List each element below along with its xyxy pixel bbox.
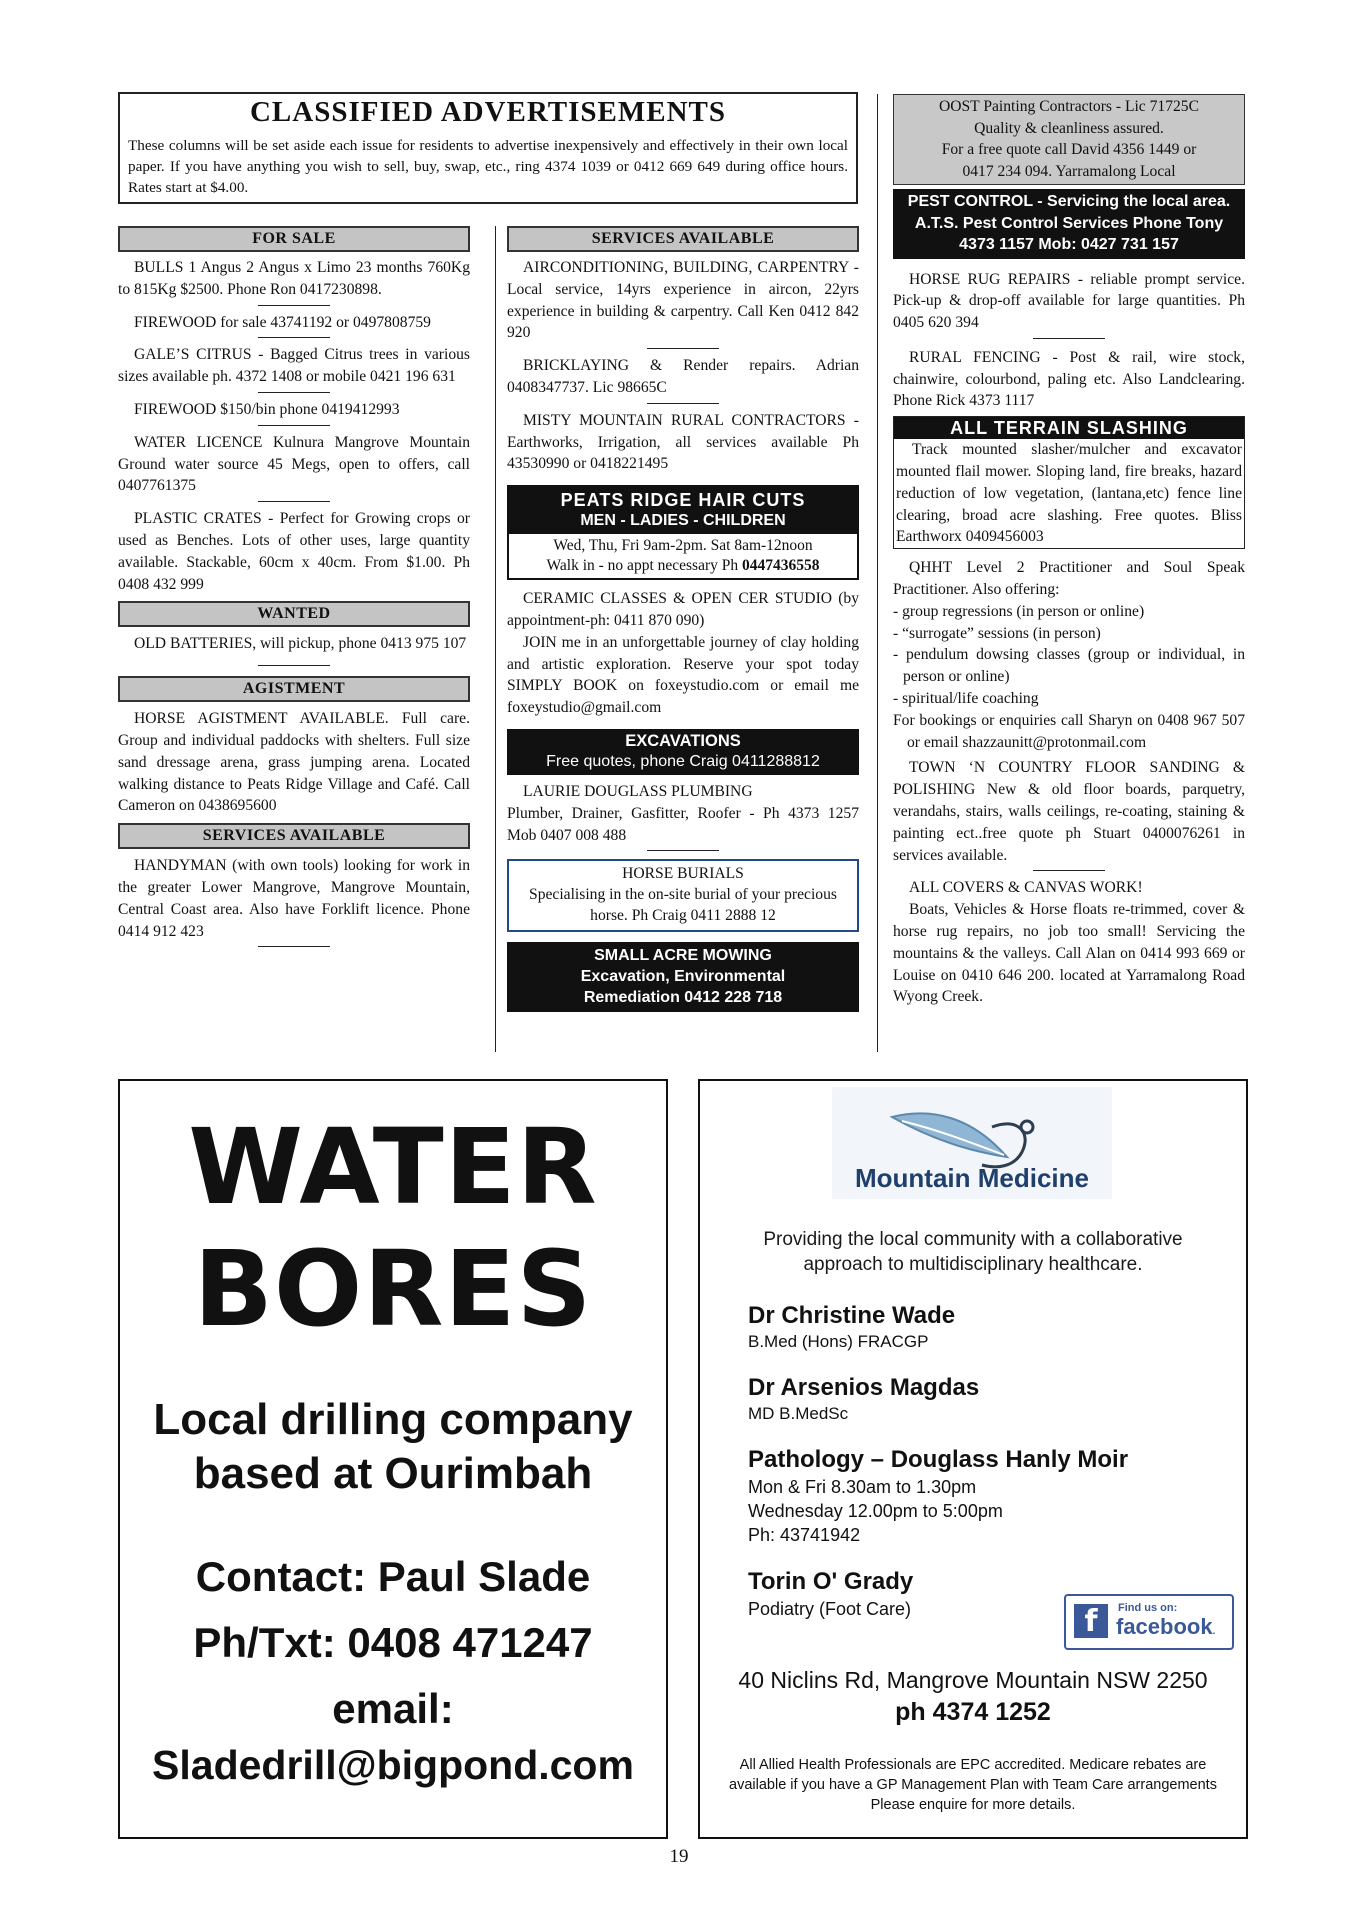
pathology-hours-1: Mon & Fri 8.30am to 1.30pm bbox=[748, 1477, 977, 1497]
divider bbox=[647, 850, 719, 851]
qhht-item: - pendulum dowsing classes (group or individual, in person or online) bbox=[893, 646, 1245, 686]
podiatrist-name: Torin O' Grady bbox=[748, 1568, 914, 1595]
water-title-1: WATER bbox=[188, 1106, 598, 1228]
medicine-footer: All Allied Health Professionals are EPC accredited. Medicare rebates are available if you have a GP Management Plan with Team Care arrangements Please enquire for more details. bbox=[729, 1757, 1217, 1813]
facebook-find: Find us on: bbox=[1118, 1602, 1178, 1614]
hair-ad bbox=[507, 485, 859, 580]
mowing-ad bbox=[507, 942, 859, 1012]
hair-title: PEATS RIDGE HAIR CUTS bbox=[560, 490, 806, 511]
divider bbox=[647, 403, 719, 404]
burials-title: HORSE BURIALS bbox=[622, 865, 744, 883]
medicine-logo bbox=[832, 1087, 1112, 1199]
medicine-brand: Mountain Medicine bbox=[855, 1163, 1089, 1193]
ad-covers: Boats, Vehicles & Horse floats re-trimmed, cover & horse rug repairs, no job too small! Servicing the mountains & the valleys. Call Alan on 0414 993 669 or Louise on 0410 646 200. located at Yarramalong Road Wyong Creek. bbox=[893, 901, 1245, 1006]
divider bbox=[258, 425, 330, 426]
agistment-heading: AGISTMENT bbox=[118, 676, 470, 702]
facebook-badge[interactable] bbox=[1064, 1594, 1234, 1650]
ad-firewood-bin: FIREWOOD $150/bin phone 0419412993 bbox=[134, 400, 400, 418]
pest-control-ad: PEST CONTROL - Servicing the local area. A.T.S. Pest Control Services Phone Tony 4373 1157 Mob: 0427 731 157 bbox=[893, 189, 1245, 259]
facebook-icon: f bbox=[1074, 1604, 1108, 1638]
services-heading: SERVICES AVAILABLE bbox=[118, 823, 470, 849]
ad-batteries: OLD BATTERIES, will pickup, phone 0413 975 107 bbox=[134, 635, 467, 653]
ad-water-licence: WATER LICENCE Kulnura Mangrove Mountain Ground water source 45 Megs, open to offers, call 0407761375 bbox=[118, 433, 470, 495]
doctor-2-quals: MD B.MedSc bbox=[748, 1404, 849, 1423]
page-title: CLASSIFIED ADVERTISEMENTS bbox=[249, 96, 727, 128]
oost-line-4: 0417 234 094. Yarramalong Local bbox=[962, 162, 1176, 180]
water-line-1: Local drilling company bbox=[153, 1395, 633, 1444]
hair-walkin bbox=[509, 556, 857, 578]
water-contact: Contact: Paul Slade bbox=[195, 1553, 591, 1600]
ad-misty: MISTY MOUNTAIN RURAL CONTRACTORS - Earthworks, Irrigation, all services available Ph 43530990 or 0418221495 bbox=[507, 411, 859, 473]
slashing-title: ALL TERRAIN SLASHING bbox=[894, 417, 1244, 439]
excavations-ad bbox=[507, 729, 859, 775]
ad-bricklaying: BRICKLAYING & Render repairs. Adrian 0408347737. Lic 98665C bbox=[507, 357, 859, 396]
divider bbox=[258, 337, 330, 338]
divider bbox=[647, 348, 719, 349]
pathology-hours-2: Wednesday 12.00pm to 5:00pm bbox=[748, 1501, 1003, 1521]
water-phone: Ph/Txt: 0408 471247 bbox=[193, 1619, 593, 1666]
ad-ceramic: CERAMIC CLASSES & OPEN CER STUDIO (by appointment-ph: 0411 870 090) bbox=[507, 590, 859, 629]
divider bbox=[258, 946, 330, 947]
oost-line-3: For a free quote call David 4356 1449 or bbox=[941, 141, 1197, 158]
ad-handyman: HANDYMAN (with own tools) looking for work in the greater Lower Mangrove, Mangrove Mountain, Central Coast area. Also have Forklift licence. Phone 0414 912 423 bbox=[118, 857, 470, 940]
water-line-2: based at Ourimbah bbox=[193, 1449, 593, 1498]
medicine-tagline: Providing the local community with a collaborative approach to multidisciplinary healthcare. bbox=[763, 1229, 1183, 1275]
oost-line-1: OOST Painting Contractors - Lic 71725C bbox=[938, 98, 1200, 115]
column-2 bbox=[507, 226, 859, 1012]
facebook-wordmark bbox=[1116, 1614, 1215, 1640]
water-bores-ad bbox=[118, 1079, 668, 1839]
oost-ad bbox=[893, 94, 1245, 185]
for-sale-heading: FOR SALE bbox=[118, 226, 470, 252]
mowing-line-1: SMALL ACRE MOWING bbox=[594, 947, 772, 965]
classifieds-header bbox=[118, 92, 858, 204]
facebook-name: facebook bbox=[1116, 1614, 1213, 1639]
ad-floor-sanding: TOWN ‘N COUNTRY FLOOR SANDING & POLISHING New & old floor boards, parquetry, verandahs, stairs, walls ceilings, re-coating, staining & painting ect..free quote ph Stuart 0400076261 in services available. bbox=[893, 759, 1245, 864]
qhht-item: - group regressions (in person or online) bbox=[893, 602, 1145, 620]
ad-citrus: GALE’S CITRUS - Bagged Citrus trees in various sizes available ph. 4372 1408 or mobile 0421 196 631 bbox=[118, 346, 470, 386]
ad-horse-rug: HORSE RUG REPAIRS - reliable prompt service. Pick-up & drop-off available for large quantities. Ph 0405 620 394 bbox=[893, 270, 1245, 332]
medicine-phone: ph 4374 1252 bbox=[895, 1698, 1051, 1726]
medicine-address: 40 Niclins Rd, Mangrove Mountain NSW 2250 bbox=[738, 1667, 1208, 1693]
horse-burials-ad bbox=[507, 859, 859, 932]
doctor-1-name: Dr Christine Wade bbox=[748, 1302, 956, 1329]
divider bbox=[258, 392, 330, 393]
oost-line-2: Quality & cleanliness assured. bbox=[974, 119, 1164, 137]
ad-plastic-crates: PLASTIC CRATES - Perfect for Growing crops or used as Benches. Lots of other uses, large quantity available. Stackable, 60cm x 40cm. From $1.00. Ph 0408 432 999 bbox=[118, 510, 470, 593]
ad-ceramic-desc: JOIN me in an unforgettable journey of clay holding and artistic exploration. Reserve your spot today SIMPLY BOOK on foxeystudio.com or email me foxeystudio@gmail.com bbox=[507, 633, 859, 717]
hair-subtitle: MEN - LADIES - CHILDREN bbox=[580, 512, 786, 530]
water-email: Sladedrill@bigpond.com bbox=[152, 1742, 634, 1788]
header-intro: These columns will be set aside each issue for residents to advertise inexpensively and effectively in their own local paper. If you have anything you wish to sell, buy, swap, etc., ring 4374 1039 or 0412 669 649 during office hours. Rates start at $4.00. bbox=[128, 137, 848, 196]
divider bbox=[258, 665, 330, 666]
podiatrist-desc: Podiatry (Foot Care) bbox=[748, 1599, 912, 1619]
ad-aircon: AIRCONDITIONING, BUILDING, CARPENTRY - Local service, 14yrs experience in aircon, 22yrs experience in building & carpentry. Call Ken 0412 842 920 bbox=[507, 259, 859, 342]
pathology-phone: Ph: 43741942 bbox=[748, 1525, 861, 1545]
page-number: 19 bbox=[669, 1846, 689, 1867]
mowing-line-2: Excavation, Environmental bbox=[580, 968, 786, 986]
excavations-title: EXCAVATIONS bbox=[625, 731, 741, 750]
water-email-label: email: bbox=[332, 1685, 454, 1732]
column-1 bbox=[118, 226, 470, 953]
slashing-text: Track mounted slasher/mulcher and excavator mounted flail mower. Sloping land, fire breaks, hazard reduction of low vegetation, (lantana,etc) fence line clearing, broad acre slashing. Free quotes. Bliss Earthworx 0409456003 bbox=[896, 441, 1242, 546]
plumbing-title: LAURIE DOUGLASS PLUMBING bbox=[523, 782, 753, 800]
doctor-2-name: Dr Arsenios Magdas bbox=[748, 1374, 980, 1401]
water-title-2: BORES bbox=[193, 1228, 593, 1350]
pathology-name: Pathology – Douglass Hanly Moir bbox=[748, 1446, 1129, 1473]
divider bbox=[1033, 338, 1105, 339]
medicine-doctors bbox=[748, 1301, 1226, 1621]
hair-phone: 0447436558 bbox=[741, 557, 820, 575]
services-heading-2: SERVICES AVAILABLE bbox=[507, 226, 859, 252]
ad-qhht: QHHT Level 2 Practitioner and Soul Speak Practitioner. Also offering: bbox=[893, 559, 1245, 599]
facebook-reg: . bbox=[1212, 1626, 1216, 1637]
divider bbox=[258, 501, 330, 502]
ad-bulls: BULLS 1 Angus 2 Angus x Limo 23 months 760Kg to 815Kg $2500. Phone Ron 0417230898. bbox=[118, 259, 470, 298]
column-divider bbox=[877, 94, 878, 1052]
doctor-1-quals: B.Med (Hons) FRACGP bbox=[748, 1332, 929, 1351]
burials-text: Specialising in the on-site burial of your precious horse. Ph Craig 0411 2888 12 bbox=[529, 886, 837, 925]
hair-walkin-text: Walk in - no appt necessary Ph bbox=[546, 557, 739, 575]
column-divider bbox=[495, 226, 496, 1052]
ad-fencing: RURAL FENCING - Post & rail, wire stock, chainwire, colourbond, paling etc. Also Landclearing. Phone Rick 4373 1117 bbox=[893, 348, 1245, 410]
covers-title: ALL COVERS & CANVAS WORK! bbox=[909, 879, 1143, 897]
ad-plumbing: Plumber, Drainer, Gasfitter, Roofer - Ph 4373 1257 Mob 0407 008 488 bbox=[507, 804, 859, 844]
mountain-medicine-ad bbox=[698, 1079, 1248, 1839]
ad-firewood: FIREWOOD for sale 43741192 or 0497808759 bbox=[134, 313, 431, 331]
divider bbox=[1033, 870, 1105, 871]
slashing-ad bbox=[893, 416, 1245, 549]
ad-agistment: HORSE AGISTMENT AVAILABLE. Full care. Group and individual paddocks with shelters. Full size sand dressage arena, grass jumping arena. Located walking distance to Peats Ridge Village and Café. Call Cameron on 0438695600 bbox=[118, 710, 470, 815]
qhht-item: - “surrogate” sessions (in person) bbox=[893, 624, 1101, 642]
excavations-text: Free quotes, phone Craig 0411288812 bbox=[546, 752, 820, 770]
wanted-heading: WANTED bbox=[118, 601, 470, 627]
mowing-line-3: Remediation 0412 228 718 bbox=[583, 989, 783, 1007]
hair-hours: Wed, Thu, Fri 9am-2pm. Sat 8am-12noon bbox=[553, 537, 813, 555]
divider bbox=[258, 305, 330, 306]
column-3 bbox=[893, 94, 1245, 1008]
qhht-contact: For bookings or enquiries call Sharyn on 0408 967 507 or email shazzaunitt@protonmail.com bbox=[893, 711, 1245, 751]
qhht-item: - spiritual/life coaching bbox=[893, 690, 1039, 708]
